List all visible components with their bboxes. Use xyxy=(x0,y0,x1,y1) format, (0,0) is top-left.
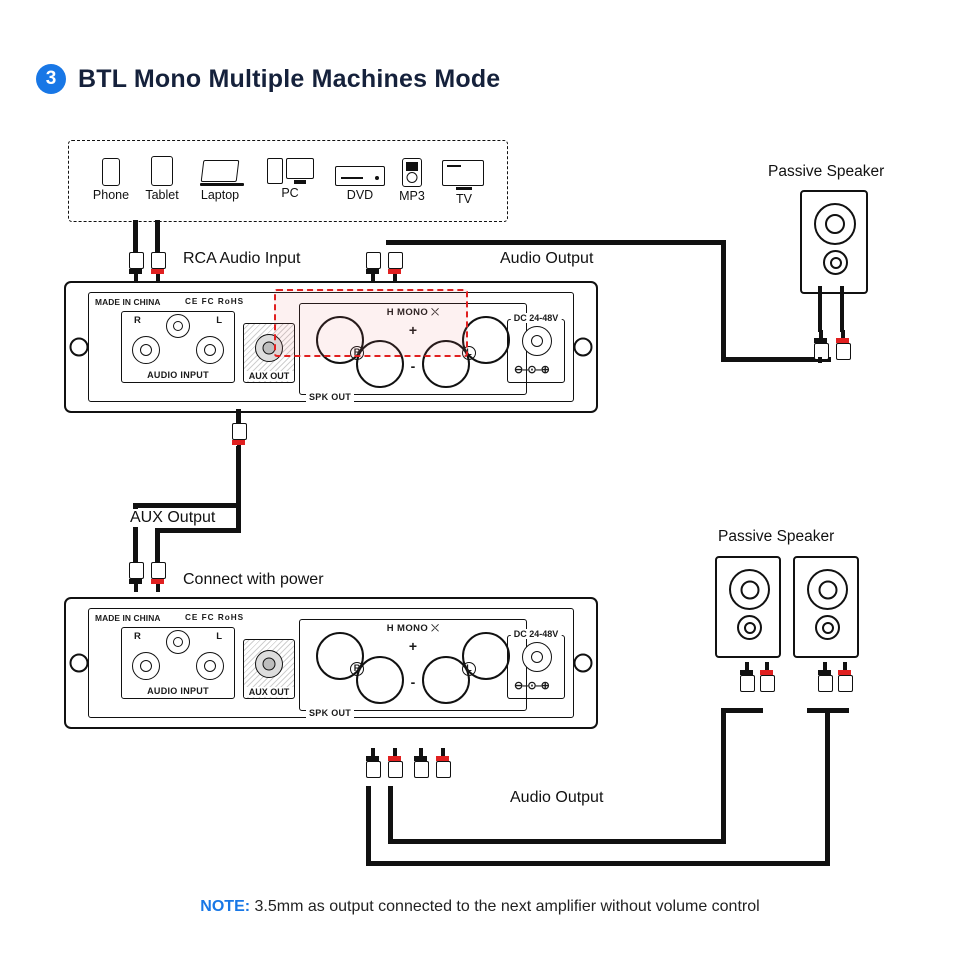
wire-top-output-horizontal xyxy=(386,240,726,245)
wire-bottom-out-1-horizontal xyxy=(366,861,830,866)
wire-speaker-top-1 xyxy=(818,286,822,332)
note-prefix: NOTE: xyxy=(200,898,251,915)
amp-bottom-rca-jack-l[interactable] xyxy=(196,652,224,680)
wire-aux-down-right xyxy=(155,528,160,565)
laptop-icon xyxy=(200,160,240,186)
source-device-tv xyxy=(440,160,488,206)
wire-bottom-left-speaker-top xyxy=(721,708,763,713)
rca-plug-bottom-out-2 xyxy=(388,748,401,778)
amp-top-plus-symbol: + xyxy=(408,322,418,338)
wire-aux-horizontal-2 xyxy=(155,528,239,533)
amp-top-dc-jack[interactable] xyxy=(522,326,552,356)
source-device-pc-label: PC xyxy=(281,186,299,200)
source-device-laptop-label: Laptop xyxy=(200,188,240,202)
note-body: 3.5mm as output connected to the next amplifier without volume control xyxy=(250,898,760,915)
amp-top-minus-symbol: - xyxy=(410,358,416,374)
rca-plug-bottom-input-right xyxy=(151,562,164,592)
wire-speaker-top-2 xyxy=(840,286,844,332)
amp-bottom-minus-symbol: - xyxy=(410,674,416,690)
desktop-pc-icon xyxy=(265,158,315,184)
speaker-br-woofer xyxy=(807,569,848,610)
source-device-phone xyxy=(90,158,132,202)
amp-bottom-made-in-label: MADE IN CHINA xyxy=(95,613,161,623)
speaker-top-tweeter xyxy=(823,250,848,275)
amp-bottom-post-4[interactable] xyxy=(422,656,470,704)
source-device-mp3-label: MP3 xyxy=(399,189,425,203)
amp-top-dc-input xyxy=(507,313,565,383)
rca-plug-speaker-bl-1 xyxy=(740,662,753,692)
amp-bottom-rca-r-label: R xyxy=(134,631,141,642)
page-title xyxy=(36,64,500,94)
amp-top-rca-l-label: L xyxy=(216,315,222,326)
rca-plug-bottom-out-3 xyxy=(414,748,427,778)
wire-top-output-vertical xyxy=(721,240,726,362)
amp-top-dc-caption: DC 24-48V xyxy=(511,313,562,323)
amplifier-bottom xyxy=(64,597,598,729)
amp-bottom-spk-caption: SPK OUT xyxy=(306,708,354,718)
wire-aux-down-2 xyxy=(236,503,241,533)
amp-bottom-mono-tag: Н MONO ⤬ xyxy=(386,623,440,634)
amp-bottom-aux-out[interactable] xyxy=(243,639,295,699)
source-device-tablet-label: Tablet xyxy=(145,188,179,202)
amp-bottom-faceplate xyxy=(88,608,574,718)
rca-plug-top-spk-left xyxy=(366,252,379,282)
phone-icon xyxy=(102,158,120,186)
label-audio-output-top: Audio Output xyxy=(500,250,594,267)
passive-speaker-bottom-left xyxy=(715,556,781,658)
label-rca-audio-input: RCA Audio Input xyxy=(183,250,301,267)
btl-highlight-region xyxy=(274,289,468,357)
rca-plug-speaker-bl-2 xyxy=(760,662,773,692)
amp-bottom-cert-marks: CE FC RoHS xyxy=(185,613,245,622)
rca-plug-speaker-br-2 xyxy=(838,662,851,692)
wire-bottom-out-2-horizontal xyxy=(388,839,726,844)
rca-plug-speaker-br-1 xyxy=(818,662,831,692)
wire-source-to-rca-left xyxy=(133,220,138,256)
amp-top-mono-tag: Н MONO ⤬ xyxy=(386,307,440,318)
wire-aux-down-1 xyxy=(236,446,241,508)
amp-top-aux-caption: AUX OUT xyxy=(244,371,294,381)
title-text: BTL Mono Multiple Machines Mode xyxy=(78,64,501,93)
amp-top-rca-caption: AUDIO INPUT xyxy=(147,370,209,380)
amp-bottom-post-3[interactable] xyxy=(356,656,404,704)
label-passive-speaker-bottom: Passive Speaker xyxy=(718,528,835,545)
wire-bottom-left-speaker-riser xyxy=(721,712,726,844)
tv-icon xyxy=(442,160,486,190)
rca-plug-bottom-input-left xyxy=(129,562,142,592)
step-number-badge: 3 xyxy=(36,64,66,94)
rca-plug-top-spk-right xyxy=(388,252,401,282)
rca-plug-bottom-out-4 xyxy=(436,748,449,778)
amp-top-rca-jack-l[interactable] xyxy=(196,336,224,364)
amp-bottom-rca-center-jack[interactable] xyxy=(166,630,190,654)
source-device-laptop xyxy=(192,160,248,202)
amp-top-spk-l-label: L xyxy=(462,346,476,360)
rca-plug-input-left xyxy=(129,252,142,282)
amp-bottom-spk-out-block xyxy=(299,619,527,718)
wire-speaker-top-tail xyxy=(818,357,822,363)
mp3-player-icon xyxy=(402,158,422,187)
source-device-dvd-label: DVD xyxy=(346,188,374,202)
amp-bottom-dc-jack[interactable] xyxy=(522,642,552,672)
speaker-bl-woofer xyxy=(729,569,770,610)
source-device-mp3 xyxy=(392,158,432,203)
amp-top-cert-marks: CE FC RoHS xyxy=(185,297,245,306)
amp-bottom-plus-symbol: + xyxy=(408,638,418,654)
amp-top-rca-center-jack[interactable] xyxy=(166,314,190,338)
source-device-phone-label: Phone xyxy=(92,188,130,202)
amp-bottom-aux-jack[interactable] xyxy=(255,650,283,678)
note-text xyxy=(0,898,960,916)
wire-bottom-right-speaker-top xyxy=(807,708,849,713)
source-device-dvd xyxy=(334,166,386,202)
wire-bottom-right-speaker-riser xyxy=(825,712,830,866)
amp-bottom-dc-caption: DC 24-48V xyxy=(511,629,562,639)
wire-aux-horizontal xyxy=(133,503,241,508)
wire-bottom-out-1-down xyxy=(366,786,371,866)
amp-bottom-rca-caption: AUDIO INPUT xyxy=(147,686,209,696)
amp-bottom-spk-l-label: L xyxy=(462,662,476,676)
passive-speaker-top xyxy=(800,190,868,294)
label-audio-output-bottom: Audio Output xyxy=(510,789,604,806)
wire-bottom-out-2-down xyxy=(388,786,393,844)
amp-top-made-in-label: MADE IN CHINA xyxy=(95,297,161,307)
amp-bottom-rca-input-block xyxy=(121,627,235,699)
rca-plug-speaker-top-1 xyxy=(814,330,827,360)
dvd-player-icon xyxy=(335,166,385,186)
source-device-pc xyxy=(262,158,318,200)
amp-bottom-aux-caption: AUX OUT xyxy=(244,687,294,697)
amp-top-rca-r-label: R xyxy=(134,315,141,326)
tablet-icon xyxy=(151,156,173,186)
amp-bottom-rca-l-label: L xyxy=(216,631,222,642)
amp-top-dc-polarity-icon: ⊖–⊙–⊕ xyxy=(514,364,549,376)
rca-plug-speaker-top-2 xyxy=(836,330,849,360)
rca-plug-bottom-out-1 xyxy=(366,748,379,778)
amp-top-spk-caption: SPK OUT xyxy=(306,392,354,402)
wire-source-to-rca-right xyxy=(155,220,160,256)
amp-bottom-dc-polarity-icon: ⊖–⊙–⊕ xyxy=(514,680,549,692)
speaker-br-tweeter xyxy=(815,615,840,640)
speaker-bl-tweeter xyxy=(737,615,762,640)
label-connect-with-power: Connect with power xyxy=(183,571,324,588)
amp-top-rca-jack-r[interactable] xyxy=(132,336,160,364)
label-aux-output: AUX Output xyxy=(126,509,219,527)
speaker-top-woofer xyxy=(814,203,856,245)
amp-top-spk-r-label: R xyxy=(350,346,364,360)
amp-top-rca-input-block xyxy=(121,311,235,383)
label-passive-speaker-top: Passive Speaker xyxy=(768,163,885,180)
passive-speaker-bottom-right xyxy=(793,556,859,658)
source-device-tv-label: TV xyxy=(456,192,472,206)
amp-bottom-spk-r-label: R xyxy=(350,662,364,676)
amp-bottom-rca-jack-r[interactable] xyxy=(132,652,160,680)
source-device-tablet xyxy=(140,156,184,202)
amp-bottom-dc-input xyxy=(507,629,565,699)
rca-plug-input-right xyxy=(151,252,164,282)
